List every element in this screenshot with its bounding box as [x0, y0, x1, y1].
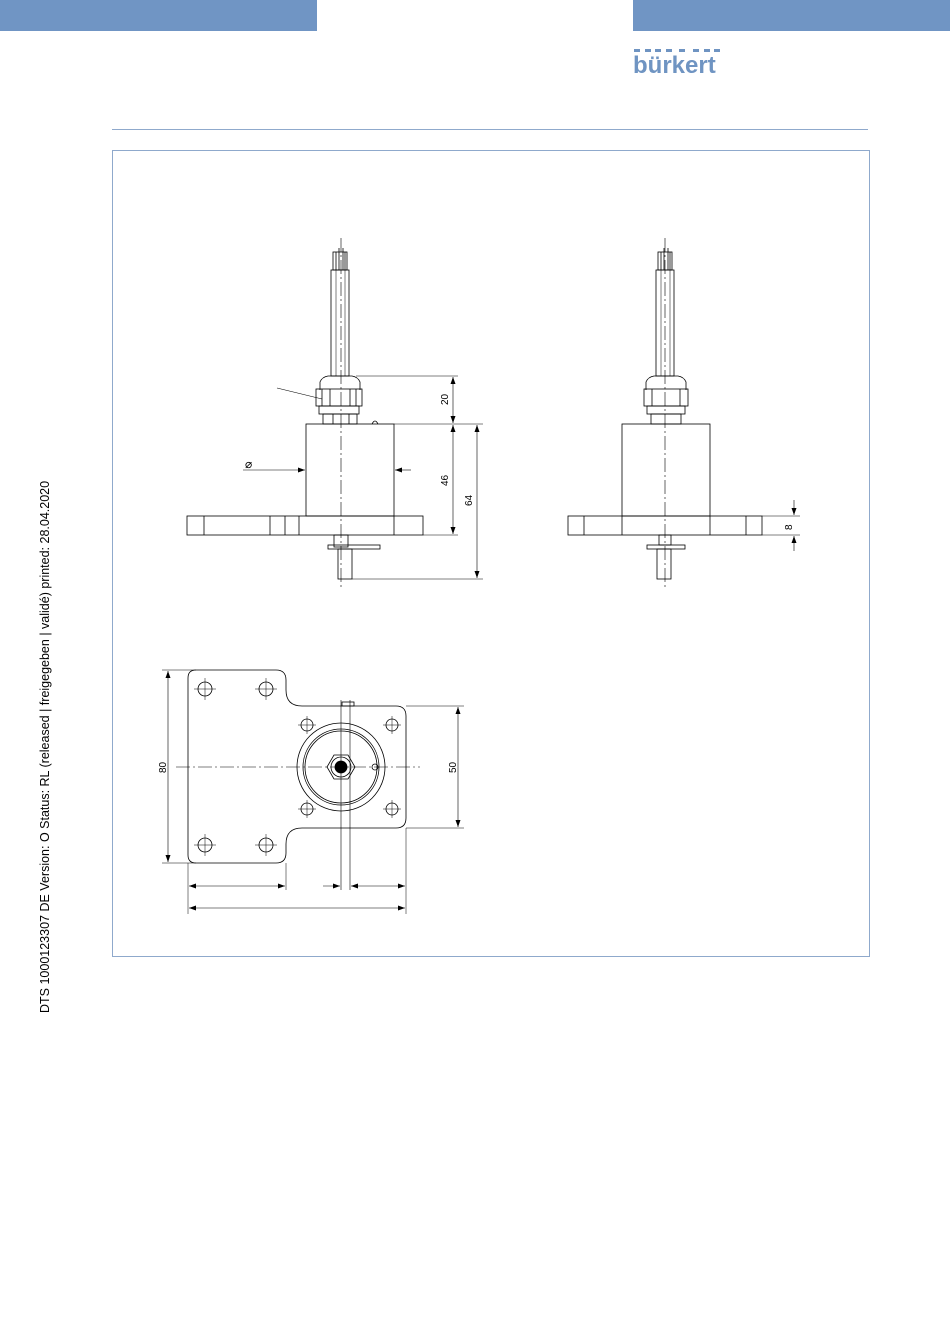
- top-view: [162, 670, 464, 914]
- dim-50: 50: [448, 761, 459, 773]
- dim-8: 8: [784, 524, 795, 530]
- side-view: [568, 238, 800, 588]
- dim-20: 20: [440, 393, 451, 405]
- dim-80: 80: [158, 761, 169, 773]
- document-status-note: DTS 1000123307 DE Version: O Status: RL (released | freigegeben | validé) printed: 28.04.2020: [38, 480, 52, 1013]
- dim-diameter: ⌀: [245, 457, 253, 471]
- dim-64: 64: [464, 494, 475, 506]
- burkert-logo: bürkert: [633, 52, 716, 79]
- dim-46: 46: [440, 474, 451, 486]
- front-view: [187, 238, 483, 588]
